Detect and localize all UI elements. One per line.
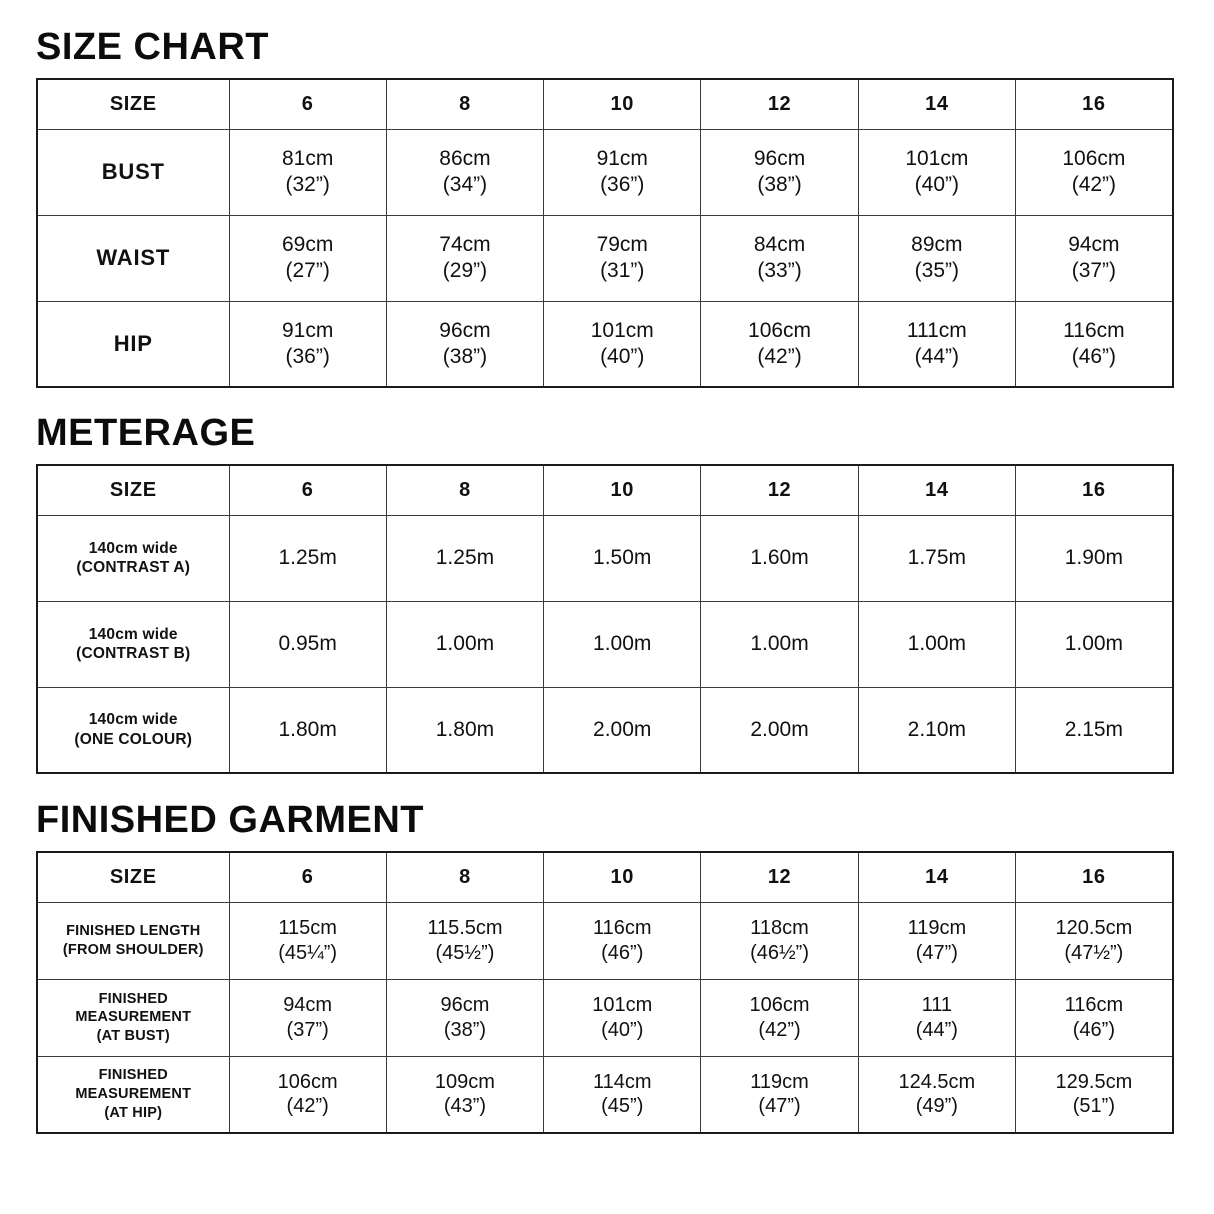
section-title-meterage: METERAGE — [36, 412, 256, 454]
cell-finished-bust-14 — [858, 979, 1015, 1056]
cell-bust-6 — [229, 129, 386, 215]
header-size-14: 14 — [858, 465, 1015, 515]
header-size-6: 6 — [229, 79, 386, 129]
cell-finished-length-10 — [544, 902, 701, 979]
cell-cm: 106cm — [748, 319, 812, 343]
cell-inch: (35”) — [914, 259, 959, 282]
cell-bust-14 — [858, 129, 1015, 215]
cell-cm: 124.5cm — [898, 1070, 976, 1093]
header-size-16: 16 — [1015, 465, 1172, 515]
cell-finished-bust-6 — [229, 979, 386, 1056]
cell-inch: (44”) — [915, 1018, 958, 1041]
cell-inch: (40”) — [914, 173, 959, 196]
finished-garment-table — [36, 851, 1174, 1134]
cell-bust-16 — [1015, 129, 1172, 215]
table-header-row — [37, 852, 1173, 902]
cell-cm: 114cm — [592, 1070, 652, 1093]
cell-one-colour-12: 2.00m — [701, 687, 858, 773]
cell-inch: (37”) — [1071, 259, 1117, 282]
cell-waist-6 — [229, 215, 386, 301]
row-label-line2: (CONTRAST B) — [76, 645, 191, 662]
cell-inch: (38”) — [442, 344, 488, 368]
cell-waist-12 — [701, 215, 858, 301]
cell-one-colour-10: 2.00m — [544, 687, 701, 773]
cell-inch: (43”) — [443, 1095, 487, 1118]
row-label-finished-bust — [37, 979, 229, 1056]
table-row-finished-length — [37, 902, 1173, 979]
header-size-8: 8 — [386, 852, 543, 902]
row-label-line2: MEASUREMENT — [75, 1085, 192, 1102]
cell-one-colour-14: 2.10m — [858, 687, 1015, 773]
cell-inch: (42”) — [1071, 173, 1117, 196]
cell-finished-bust-8 — [386, 979, 543, 1056]
cell-waist-14 — [858, 215, 1015, 301]
cell-cm: 79cm — [596, 233, 648, 257]
row-label-contrast-b — [37, 601, 229, 687]
cell-inch: (38”) — [757, 173, 802, 196]
cell-cm: 86cm — [439, 147, 491, 171]
table-row-contrast-b — [37, 601, 1173, 687]
cell-cm: 69cm — [281, 233, 334, 257]
cell-contrast-a-10: 1.50m — [544, 515, 701, 601]
cell-hip-16 — [1015, 301, 1172, 387]
cell-contrast-b-8: 1.00m — [386, 601, 543, 687]
header-size-label: SIZE — [37, 465, 229, 515]
table-header-row — [37, 79, 1173, 129]
cell-contrast-b-14: 1.00m — [858, 601, 1015, 687]
header-size-12: 12 — [701, 852, 858, 902]
cell-cm: 89cm — [911, 233, 963, 257]
cell-finished-hip-16 — [1015, 1056, 1172, 1133]
cell-inch: (44”) — [914, 344, 959, 368]
table-row-finished-bust — [37, 979, 1173, 1056]
cell-cm: 111 — [921, 994, 953, 1017]
cell-cm: 96cm — [440, 994, 490, 1017]
cell-cm: 101cm — [590, 319, 654, 343]
cell-hip-6 — [229, 301, 386, 387]
row-label-line1: 140cm wide — [88, 711, 178, 729]
header-size-10: 10 — [544, 79, 701, 129]
cell-inch: (40”) — [600, 344, 645, 368]
cell-finished-length-6 — [229, 902, 386, 979]
cell-finished-hip-10 — [544, 1056, 701, 1133]
cell-cm: 91cm — [281, 319, 334, 343]
table-row-waist — [37, 215, 1173, 301]
table-row-one-colour — [37, 687, 1173, 773]
row-label-line1: 140cm wide — [88, 625, 178, 643]
cell-inch: (51”) — [1072, 1095, 1115, 1118]
header-size-12: 12 — [701, 79, 858, 129]
header-size-label: SIZE — [37, 79, 229, 129]
cell-finished-bust-10 — [544, 979, 701, 1056]
header-size-16: 16 — [1015, 852, 1172, 902]
row-label-line1: FINISHED LENGTH — [66, 922, 201, 939]
cell-contrast-a-6: 1.25m — [229, 515, 386, 601]
cell-cm: 101cm — [905, 147, 969, 171]
cell-waist-10 — [544, 215, 701, 301]
cell-inch: (45¼”) — [278, 941, 338, 964]
cell-contrast-a-12: 1.60m — [701, 515, 858, 601]
cell-finished-hip-8 — [386, 1056, 543, 1133]
cell-inch: (42”) — [286, 1095, 329, 1118]
cell-cm: 74cm — [439, 233, 491, 257]
cell-inch: (45½”) — [435, 941, 495, 964]
header-size-8: 8 — [386, 465, 543, 515]
cell-cm: 116cm — [1064, 994, 1124, 1017]
cell-inch: (36”) — [600, 173, 645, 196]
cell-cm: 111cm — [906, 319, 967, 343]
cell-inch: (32”) — [285, 173, 330, 196]
cell-cm: 91cm — [596, 147, 648, 171]
row-label-line1: FINISHED — [98, 990, 168, 1007]
header-size-14: 14 — [858, 79, 1015, 129]
header-size-label: SIZE — [37, 852, 229, 902]
row-label-line3: (AT HIP) — [104, 1104, 163, 1121]
row-label-line2: (CONTRAST A) — [76, 559, 191, 576]
cell-hip-8 — [386, 301, 543, 387]
row-label-finished-hip — [37, 1056, 229, 1133]
cell-one-colour-8: 1.80m — [386, 687, 543, 773]
cell-inch: (36”) — [285, 344, 330, 368]
cell-inch: (42”) — [758, 1018, 801, 1041]
cell-cm: 109cm — [434, 1070, 495, 1093]
cell-inch: (42”) — [757, 344, 802, 368]
cell-finished-hip-12 — [701, 1056, 858, 1133]
cell-hip-14 — [858, 301, 1015, 387]
cell-inch: (38”) — [443, 1018, 487, 1041]
row-label-waist: WAIST — [37, 215, 229, 301]
table-row-finished-hip — [37, 1056, 1173, 1133]
cell-finished-bust-12 — [701, 979, 858, 1056]
row-label-line2: (ONE COLOUR) — [74, 730, 193, 748]
cell-hip-12 — [701, 301, 858, 387]
header-size-10: 10 — [544, 852, 701, 902]
meterage-table — [36, 464, 1174, 774]
cell-cm: 106cm — [277, 1070, 338, 1093]
cell-finished-length-16 — [1015, 902, 1172, 979]
cell-waist-16 — [1015, 215, 1172, 301]
cell-inch: (31”) — [600, 259, 645, 282]
cell-contrast-b-10: 1.00m — [544, 601, 701, 687]
cell-cm: 115cm — [278, 917, 337, 940]
cell-cm: 94cm — [1068, 233, 1120, 257]
row-label-bust: BUST — [37, 129, 229, 215]
cell-cm: 119cm — [907, 917, 967, 940]
cell-finished-length-12 — [701, 902, 858, 979]
table-row-contrast-a — [37, 515, 1173, 601]
cell-inch: (47”) — [758, 1095, 801, 1118]
cell-inch: (47”) — [915, 941, 958, 964]
cell-cm: 81cm — [281, 147, 334, 171]
header-size-14: 14 — [858, 852, 1015, 902]
row-label-line1: 140cm wide — [88, 539, 178, 557]
cell-bust-12 — [701, 129, 858, 215]
cell-cm: 119cm — [750, 1070, 809, 1093]
header-size-8: 8 — [386, 79, 543, 129]
cell-contrast-a-14: 1.75m — [858, 515, 1015, 601]
cell-cm: 118cm — [750, 917, 809, 940]
cell-bust-10 — [544, 129, 701, 215]
cell-contrast-b-6: 0.95m — [229, 601, 386, 687]
header-size-10: 10 — [544, 465, 701, 515]
row-label-line2: MEASUREMENT — [75, 1009, 192, 1026]
header-size-12: 12 — [701, 465, 858, 515]
cell-cm: 115.5cm — [427, 917, 503, 940]
cell-inch: (49”) — [915, 1095, 958, 1118]
size-chart-table — [36, 78, 1174, 388]
section-size-chart — [36, 28, 1172, 388]
row-label-line2: (FROM SHOULDER) — [62, 941, 204, 958]
table-row-hip — [37, 301, 1173, 387]
cell-cm: 106cm — [1062, 147, 1126, 171]
cell-finished-hip-6 — [229, 1056, 386, 1133]
cell-contrast-a-8: 1.25m — [386, 515, 543, 601]
row-label-hip: HIP — [37, 301, 229, 387]
row-label-one-colour — [37, 687, 229, 773]
cell-inch: (47½”) — [1064, 941, 1124, 964]
cell-one-colour-16: 2.15m — [1015, 687, 1172, 773]
cell-finished-length-8 — [386, 902, 543, 979]
section-meterage — [36, 414, 1172, 774]
cell-cm: 94cm — [283, 994, 333, 1017]
cell-inch: (33”) — [757, 259, 802, 282]
section-finished-garment — [36, 801, 1172, 1134]
row-label-contrast-a — [37, 515, 229, 601]
cell-waist-8 — [386, 215, 543, 301]
table-row-bust — [37, 129, 1173, 215]
cell-one-colour-6: 1.80m — [229, 687, 386, 773]
row-label-line1: FINISHED — [98, 1067, 168, 1084]
header-size-16: 16 — [1015, 79, 1172, 129]
cell-contrast-a-16: 1.90m — [1015, 515, 1172, 601]
cell-inch: (29”) — [442, 259, 488, 282]
cell-cm: 116cm — [1063, 319, 1125, 343]
cell-cm: 101cm — [592, 994, 653, 1017]
cell-cm: 120.5cm — [1055, 917, 1133, 940]
cell-inch: (45”) — [601, 1095, 644, 1118]
cell-inch: (46½”) — [750, 941, 809, 964]
cell-cm: 106cm — [749, 994, 810, 1017]
row-label-finished-length — [37, 902, 229, 979]
table-header-row — [37, 465, 1173, 515]
cell-cm: 96cm — [753, 147, 806, 171]
cell-inch: (27”) — [285, 259, 330, 282]
cell-contrast-b-12: 1.00m — [701, 601, 858, 687]
cell-cm: 116cm — [592, 917, 652, 940]
section-title-finished-garment: FINISHED GARMENT — [36, 799, 424, 841]
cell-finished-length-14 — [858, 902, 1015, 979]
header-size-6: 6 — [229, 465, 386, 515]
cell-inch: (46”) — [601, 941, 644, 964]
header-size-6: 6 — [229, 852, 386, 902]
section-title-size-chart: SIZE CHART — [36, 26, 269, 68]
cell-cm: 96cm — [439, 319, 491, 343]
cell-finished-bust-16 — [1015, 979, 1172, 1056]
cell-contrast-b-16: 1.00m — [1015, 601, 1172, 687]
cell-cm: 84cm — [753, 233, 806, 257]
cell-inch: (40”) — [601, 1018, 644, 1041]
cell-bust-8 — [386, 129, 543, 215]
cell-inch: (46”) — [1071, 344, 1117, 368]
cell-cm: 129.5cm — [1055, 1070, 1133, 1093]
cell-inch: (34”) — [442, 173, 488, 196]
cell-finished-hip-14 — [858, 1056, 1015, 1133]
row-label-line3: (AT BUST) — [96, 1027, 170, 1044]
cell-inch: (37”) — [286, 1018, 329, 1041]
cell-inch: (46”) — [1072, 1018, 1115, 1041]
cell-hip-10 — [544, 301, 701, 387]
